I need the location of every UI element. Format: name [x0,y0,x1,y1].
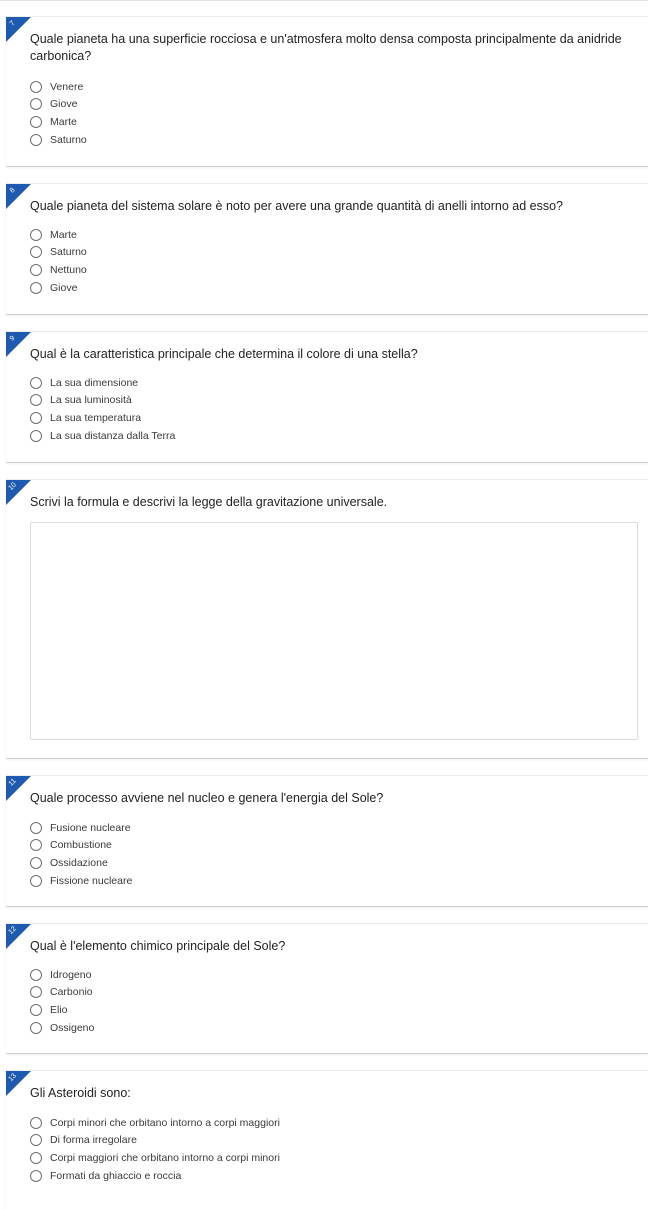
option-fissione[interactable] [30,872,132,890]
option-label: Idrogeno [50,968,92,981]
question-card-13 [6,1070,648,1210]
radio-button[interactable] [30,81,42,93]
option-label: Saturno [50,133,87,146]
option-label: La sua luminosità [50,394,132,407]
option-label: Marte [50,228,77,241]
radio-button[interactable] [30,875,42,887]
question-text: Qual è l'elemento chimico principale del Sole? [30,939,286,953]
option-label: Fissione nucleare [50,874,133,887]
option-label: La sua distanza dalla Terra [50,429,176,442]
top-divider [0,0,648,1]
radio-button[interactable] [30,986,42,998]
question-card-8 [6,183,648,315]
option-label: Corpi maggiori che orbitano intorno a corpi minori [50,1151,280,1164]
options-list [30,819,132,889]
option-label: La sua temperatura [50,411,142,424]
option-elio[interactable] [30,1001,94,1019]
option-label: Saturno [50,246,87,259]
radio-button[interactable] [30,377,42,389]
question-card-10 [6,479,648,759]
options-list [30,78,87,148]
radio-button[interactable] [30,839,42,851]
option-corpi-maggiori[interactable] [30,1149,280,1167]
option-marte[interactable] [30,226,87,244]
option-saturno[interactable] [30,131,87,149]
question-card-9 [6,331,648,463]
radio-button[interactable] [30,412,42,424]
radio-button[interactable] [30,282,42,294]
question-text: Quale pianeta ha una superficie rocciosa e un'atmosfera molto densa composta principalmente da anidride carbonica? [30,32,622,63]
question-number: 8 [8,186,17,195]
radio-button[interactable] [30,1004,42,1016]
question-card-7 [6,16,648,167]
radio-button[interactable] [30,1152,42,1164]
option-label: Fusione nucleare [50,821,131,834]
option-idrogeno[interactable] [30,966,94,984]
option-label: Giove [50,281,78,294]
radio-button[interactable] [30,822,42,834]
option-label: Di forma irregolare [50,1134,137,1147]
option-label: La sua dimensione [50,376,139,389]
option-label: Giove [50,98,78,111]
option-label: Marte [50,115,77,128]
option-giove[interactable] [30,279,87,297]
options-list [30,226,87,296]
question-number: 12 [7,925,18,936]
option-nettuno[interactable] [30,261,87,279]
option-venere[interactable] [30,78,87,96]
answer-textarea[interactable] [30,522,638,740]
radio-button[interactable] [30,264,42,276]
option-luminosita[interactable] [30,392,175,410]
option-marte[interactable] [30,113,87,131]
radio-button[interactable] [30,1117,42,1129]
option-ossigeno[interactable] [30,1019,94,1037]
question-card-11 [6,775,648,907]
question-text: Scrivi la formula e descrivi la legge della gravitazione universale. [30,495,388,509]
question-number: 13 [7,1072,18,1083]
option-ossidazione[interactable] [30,854,132,872]
option-label: Elio [50,1003,68,1016]
option-label: Corpi minori che orbitano intorno a corpi maggiori [50,1116,280,1129]
option-label: Carbonio [50,986,93,999]
radio-button[interactable] [30,229,42,241]
radio-button[interactable] [30,246,42,258]
question-text: Gli Asteroidi sono: [30,1086,131,1100]
question-card-12 [6,923,648,1054]
radio-button[interactable] [30,134,42,146]
option-combustione[interactable] [30,837,132,855]
options-list [30,966,94,1036]
option-ghiaccio-roccia[interactable] [30,1167,280,1185]
option-giove[interactable] [30,96,87,114]
radio-button[interactable] [30,857,42,869]
radio-button[interactable] [30,116,42,128]
option-carbonio[interactable] [30,984,94,1002]
option-distanza[interactable] [30,427,175,445]
question-number: 7 [8,19,17,28]
question-text: Qual è la caratteristica principale che determina il colore di una stella? [30,347,418,361]
radio-button[interactable] [30,1134,42,1146]
options-list [30,1114,280,1184]
option-label: Nettuno [50,263,87,276]
option-fusione[interactable] [30,819,132,837]
radio-button[interactable] [30,1022,42,1034]
question-number: 11 [7,777,18,788]
option-label: Ossigeno [50,1021,95,1034]
options-list [30,374,175,444]
option-label: Formati da ghiaccio e roccia [50,1169,182,1182]
radio-button[interactable] [30,98,42,110]
option-label: Ossidazione [50,856,108,869]
option-forma-irregolare[interactable] [30,1132,280,1150]
question-text: Quale pianeta del sistema solare è noto per avere una grande quantità di anelli intorno ad esso? [30,199,563,213]
option-dimensione[interactable] [30,374,175,392]
radio-button[interactable] [30,969,42,981]
radio-button[interactable] [30,394,42,406]
option-saturno[interactable] [30,244,87,262]
option-temperatura[interactable] [30,409,175,427]
option-label: Venere [50,80,84,93]
radio-button[interactable] [30,430,42,442]
question-text: Quale processo avviene nel nucleo e genera l'energia del Sole? [30,791,384,805]
question-number: 10 [7,481,18,492]
radio-button[interactable] [30,1170,42,1182]
option-corpi-minori[interactable] [30,1114,280,1132]
option-label: Combustione [50,839,112,852]
question-number: 9 [8,334,17,343]
